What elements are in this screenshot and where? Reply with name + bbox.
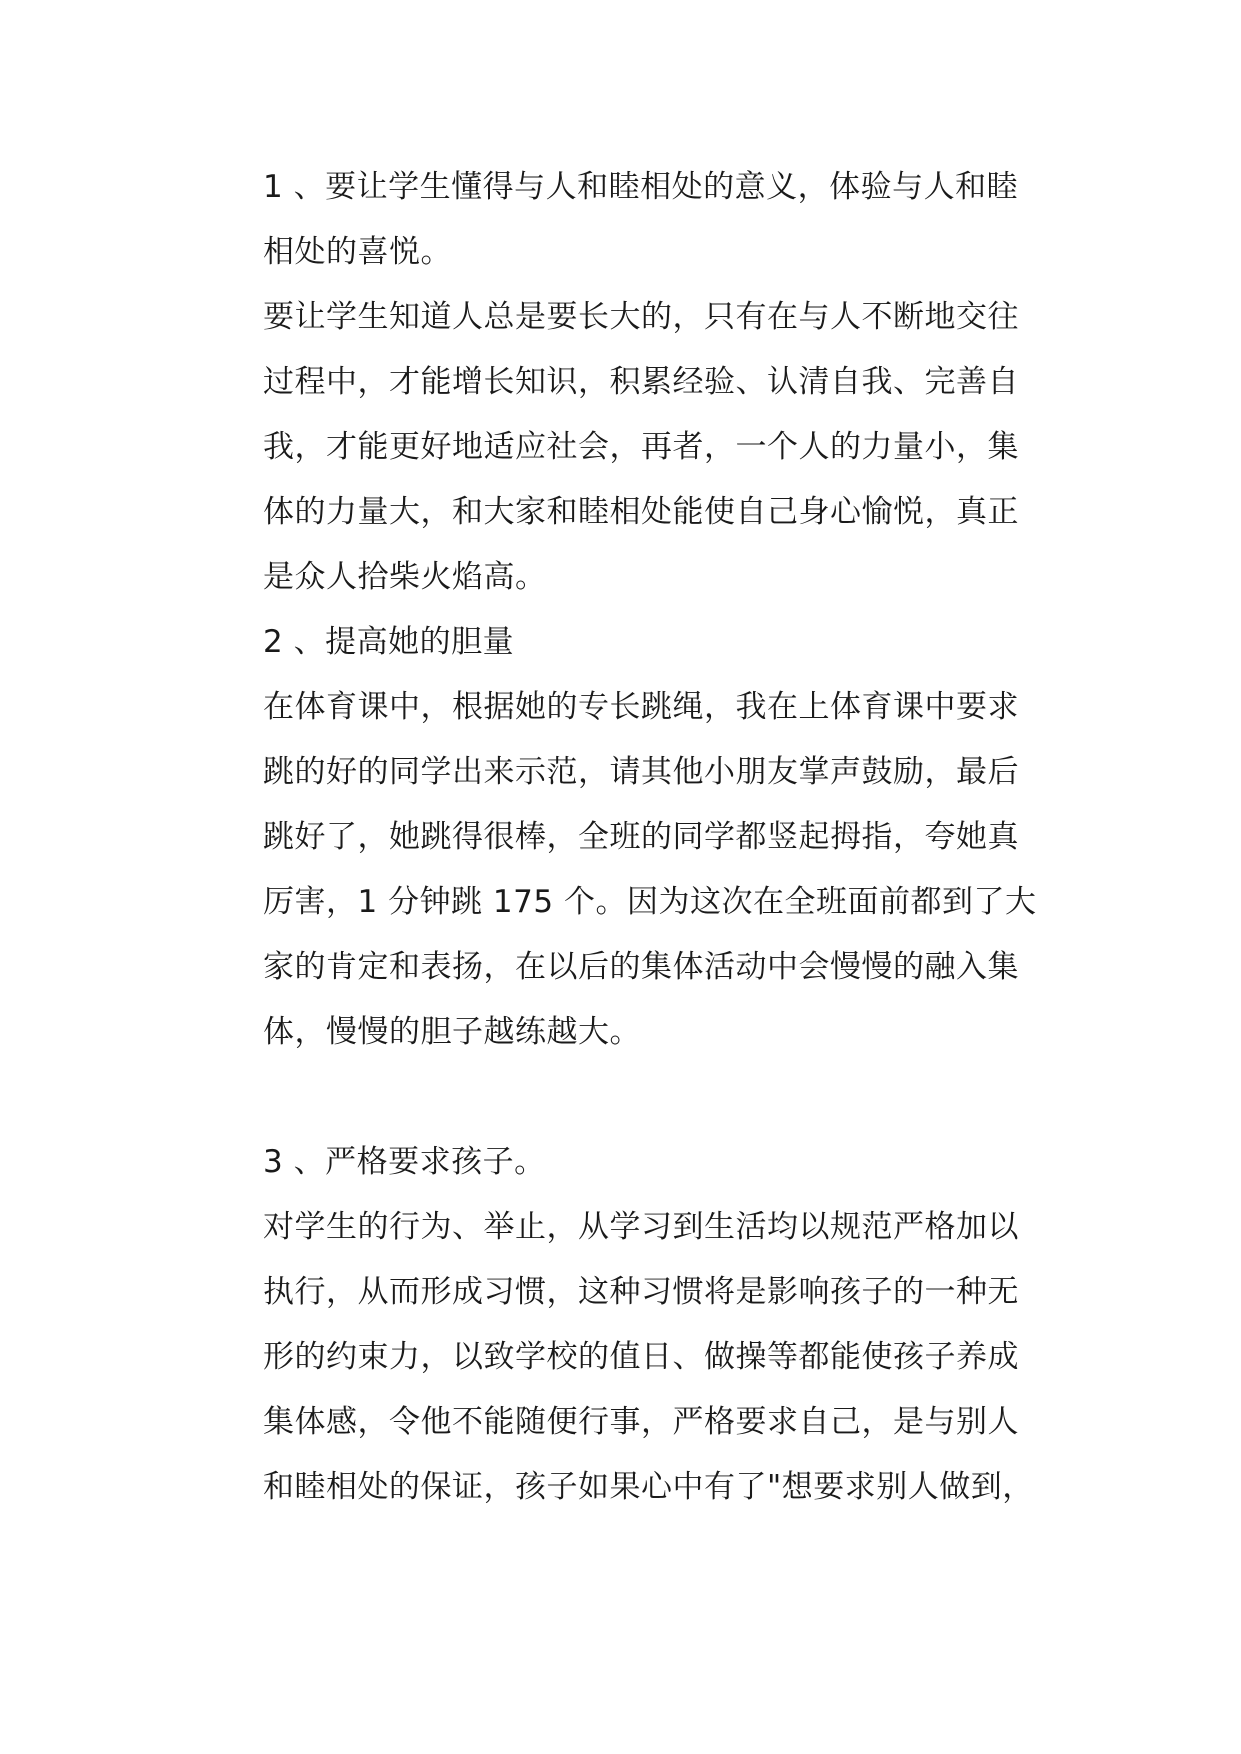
text-line: 我，才能更好地适应社会，再者，一个人的力量小，集 <box>263 429 1019 465</box>
text-line: 和睦相处的保证，孩子如果心中有了"想要求别人做到， <box>263 1469 1034 1505</box>
text-line: 执行，从而形成习惯，这种习惯将是影响孩子的一种无 <box>263 1274 1019 1310</box>
text-line: 相处的喜悦。 <box>263 234 452 270</box>
blank-line <box>263 1065 1063 1130</box>
text-line: 跳的好的同学出来示范，请其他小朋友掌声鼓励，最后 <box>263 754 1019 790</box>
text-line: 厉害，1 分钟跳 175 个。因为这次在全班面前都到了大 <box>263 884 1037 920</box>
text-line: 体，慢慢的胆子越练越大。 <box>263 1014 641 1050</box>
text-line: 1 、要让学生懂得与人和睦相处的意义，体验与人和睦 <box>263 169 1019 205</box>
text-line: 集体感，令他不能随便行事，严格要求自己，是与别人 <box>263 1404 1019 1440</box>
text-line: 在体育课中，根据她的专长跳绳，我在上体育课中要求 <box>263 689 1019 725</box>
text-line: 对学生的行为、举止，从学习到生活均以规范严格加以 <box>263 1209 1019 1245</box>
section-heading: 2 、提高她的胆量 <box>263 624 515 660</box>
text-line: 家的肯定和表扬，在以后的集体活动中会慢慢的融入集 <box>263 949 1019 985</box>
text-line: 跳好了，她跳得很棒，全班的同学都竖起拇指，夸她真 <box>263 819 1019 855</box>
section-heading: 3 、严格要求孩子。 <box>263 1144 546 1180</box>
text-line: 体的力量大，和大家和睦相处能使自己身心愉悦，真正 <box>263 494 1019 530</box>
text-line: 形的约束力，以致学校的值日、做操等都能使孩子养成 <box>263 1339 1019 1375</box>
text-line: 过程中，才能增长知识，积累经验、认清自我、完善自 <box>263 364 1019 400</box>
text-line: 是众人拾柴火焰高。 <box>263 559 547 595</box>
text-line: 要让学生知道人总是要长大的，只有在与人不断地交往 <box>263 299 1019 335</box>
document-page <box>263 155 1063 1520</box>
